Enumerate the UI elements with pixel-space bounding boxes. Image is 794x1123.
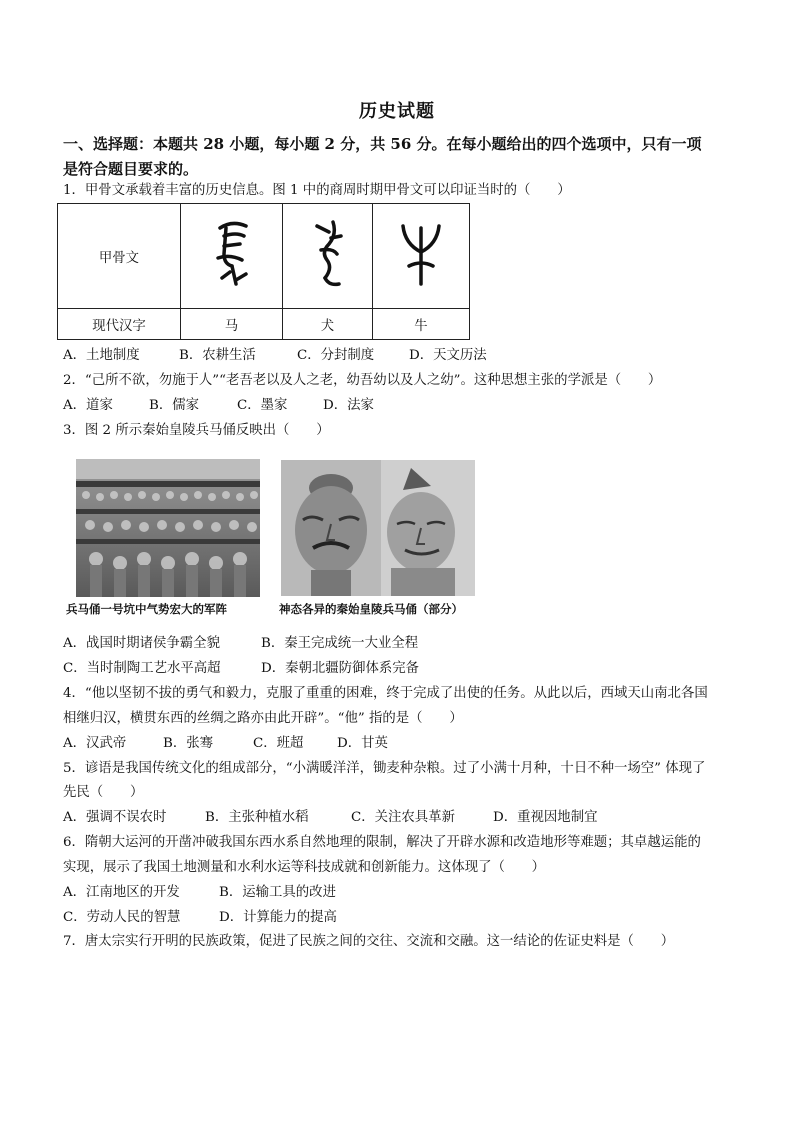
q5-stem-line2: 先民（ ） <box>63 785 144 800</box>
section-heading <box>63 132 735 182</box>
q6-option-d: D．计算能力的提高 <box>219 910 337 925</box>
q2-option-a: A．道家 <box>63 398 113 413</box>
oracle-row-header: 甲骨文 <box>58 204 181 309</box>
q5-option-a: A．强调不误农时 <box>63 810 167 825</box>
q6-options-row1 <box>63 883 735 903</box>
q3-caption-right: 神态各异的秦始皇陵兵马俑（部分） <box>279 602 463 616</box>
q4-option-c: C．班超 <box>253 736 304 751</box>
q5-stem-line1: 5．谚语是我国传统文化的组成部分，“小满暖洋洋，锄麦种杂粮。过了小满十月种，十日不种一场空” 体现了 <box>63 761 706 776</box>
oracle-horse-glyph <box>181 204 283 309</box>
q6-stem-line2: 实现，展示了我国土地测量和水利水运等科技成就和创新能力。这体现了（ ） <box>63 860 546 875</box>
page-title: 历史试题 <box>359 101 435 122</box>
modern-char-ox: 牛 <box>373 309 470 340</box>
q3-caption-left: 兵马俑一号坑中气势宏大的军阵 <box>66 602 227 616</box>
q6-option-a: A．江南地区的开发 <box>63 885 180 900</box>
q4-stem-line1: 4．“他以坚韧不拔的勇气和毅力，克服了重重的困难，终于完成了出使的任务。从此以后，西域天山南北各国 <box>63 686 708 701</box>
q5-option-c: C．关注农具革新 <box>351 810 455 825</box>
oracle-ox-glyph <box>373 204 470 309</box>
oracle-dog-glyph <box>283 204 373 309</box>
section-heading-line1: 一、选择题：本题共 28 小题，每小题 2 分，共 56 分。在每小题给出的四个选项中，只有一项 <box>63 135 702 153</box>
q1-option-a: A．土地制度 <box>63 348 140 363</box>
q3-option-d: D．秦朝北疆防御体系完备 <box>261 661 420 676</box>
oracle-bone-table <box>57 203 470 340</box>
q3-options-row2 <box>63 659 735 679</box>
q5-options <box>63 808 735 828</box>
modern-char-dog: 犬 <box>283 309 373 340</box>
q1-options <box>63 346 735 366</box>
q1-option-c: C．分封制度 <box>297 348 375 363</box>
q3-options-row1 <box>63 634 735 654</box>
q5-option-b: B．主张种植水稻 <box>205 810 309 825</box>
q2-option-b: B．儒家 <box>149 398 200 413</box>
q4-option-a: A．汉武帝 <box>63 736 127 751</box>
q2-options <box>63 396 735 416</box>
q2-option-d: D．法家 <box>323 398 374 413</box>
modern-char-horse: 马 <box>181 309 283 340</box>
q1-stem: 1．甲骨文承载着丰富的历史信息。图 1 中的商周时期甲骨文可以印证当时的（ ） <box>63 183 571 198</box>
q1-option-b: B．农耕生活 <box>179 348 256 363</box>
q3-option-a: A．战国时期诸侯争霸全貌 <box>63 636 220 651</box>
q2-stem: 2．“己所不欲，勿施于人”“老吾老以及人之老，幼吾幼以及人之幼”。这种思想主张的学派是（ ） <box>63 373 662 388</box>
q3-stem: 3．图 2 所示秦始皇陵兵马俑反映出（ ） <box>63 423 330 438</box>
q6-option-c: C．劳动人民的智慧 <box>63 910 181 925</box>
q7-stem: 7．唐太宗实行开明的民族政策，促进了民族之间的交往、交流和交融。这一结论的佐证史料是（ ） <box>63 934 675 949</box>
q1-option-d: D．天文历法 <box>409 348 487 363</box>
terracotta-army-pit-photo <box>76 459 260 597</box>
q2-option-c: C．墨家 <box>237 398 288 413</box>
q6-options-row2 <box>63 908 735 928</box>
q4-options <box>63 734 735 754</box>
section-heading-line2: 是符合题目要求的。 <box>63 160 199 178</box>
terracotta-warrior-faces-photo <box>281 460 475 596</box>
q5-option-d: D．重视因地制宜 <box>493 810 598 825</box>
q6-stem-line1: 6．隋朝大运河的开凿冲破我国东西水系自然地理的限制，解决了开辟水源和改造地形等难题；其卓越运能的 <box>63 835 701 850</box>
q3-option-c: C．当时制陶工艺水平高超 <box>63 661 221 676</box>
q4-option-b: B．张骞 <box>163 736 214 751</box>
modern-row-header: 现代汉字 <box>58 309 181 340</box>
q4-stem-line2: 相继归汉，横贯东西的丝绸之路亦由此开辟”。“他” 指的是（ ） <box>63 711 463 726</box>
q4-option-d: D．甘英 <box>337 736 388 751</box>
q3-option-b: B．秦王完成统一大业全程 <box>261 636 419 651</box>
q6-option-b: B．运输工具的改进 <box>219 885 336 900</box>
